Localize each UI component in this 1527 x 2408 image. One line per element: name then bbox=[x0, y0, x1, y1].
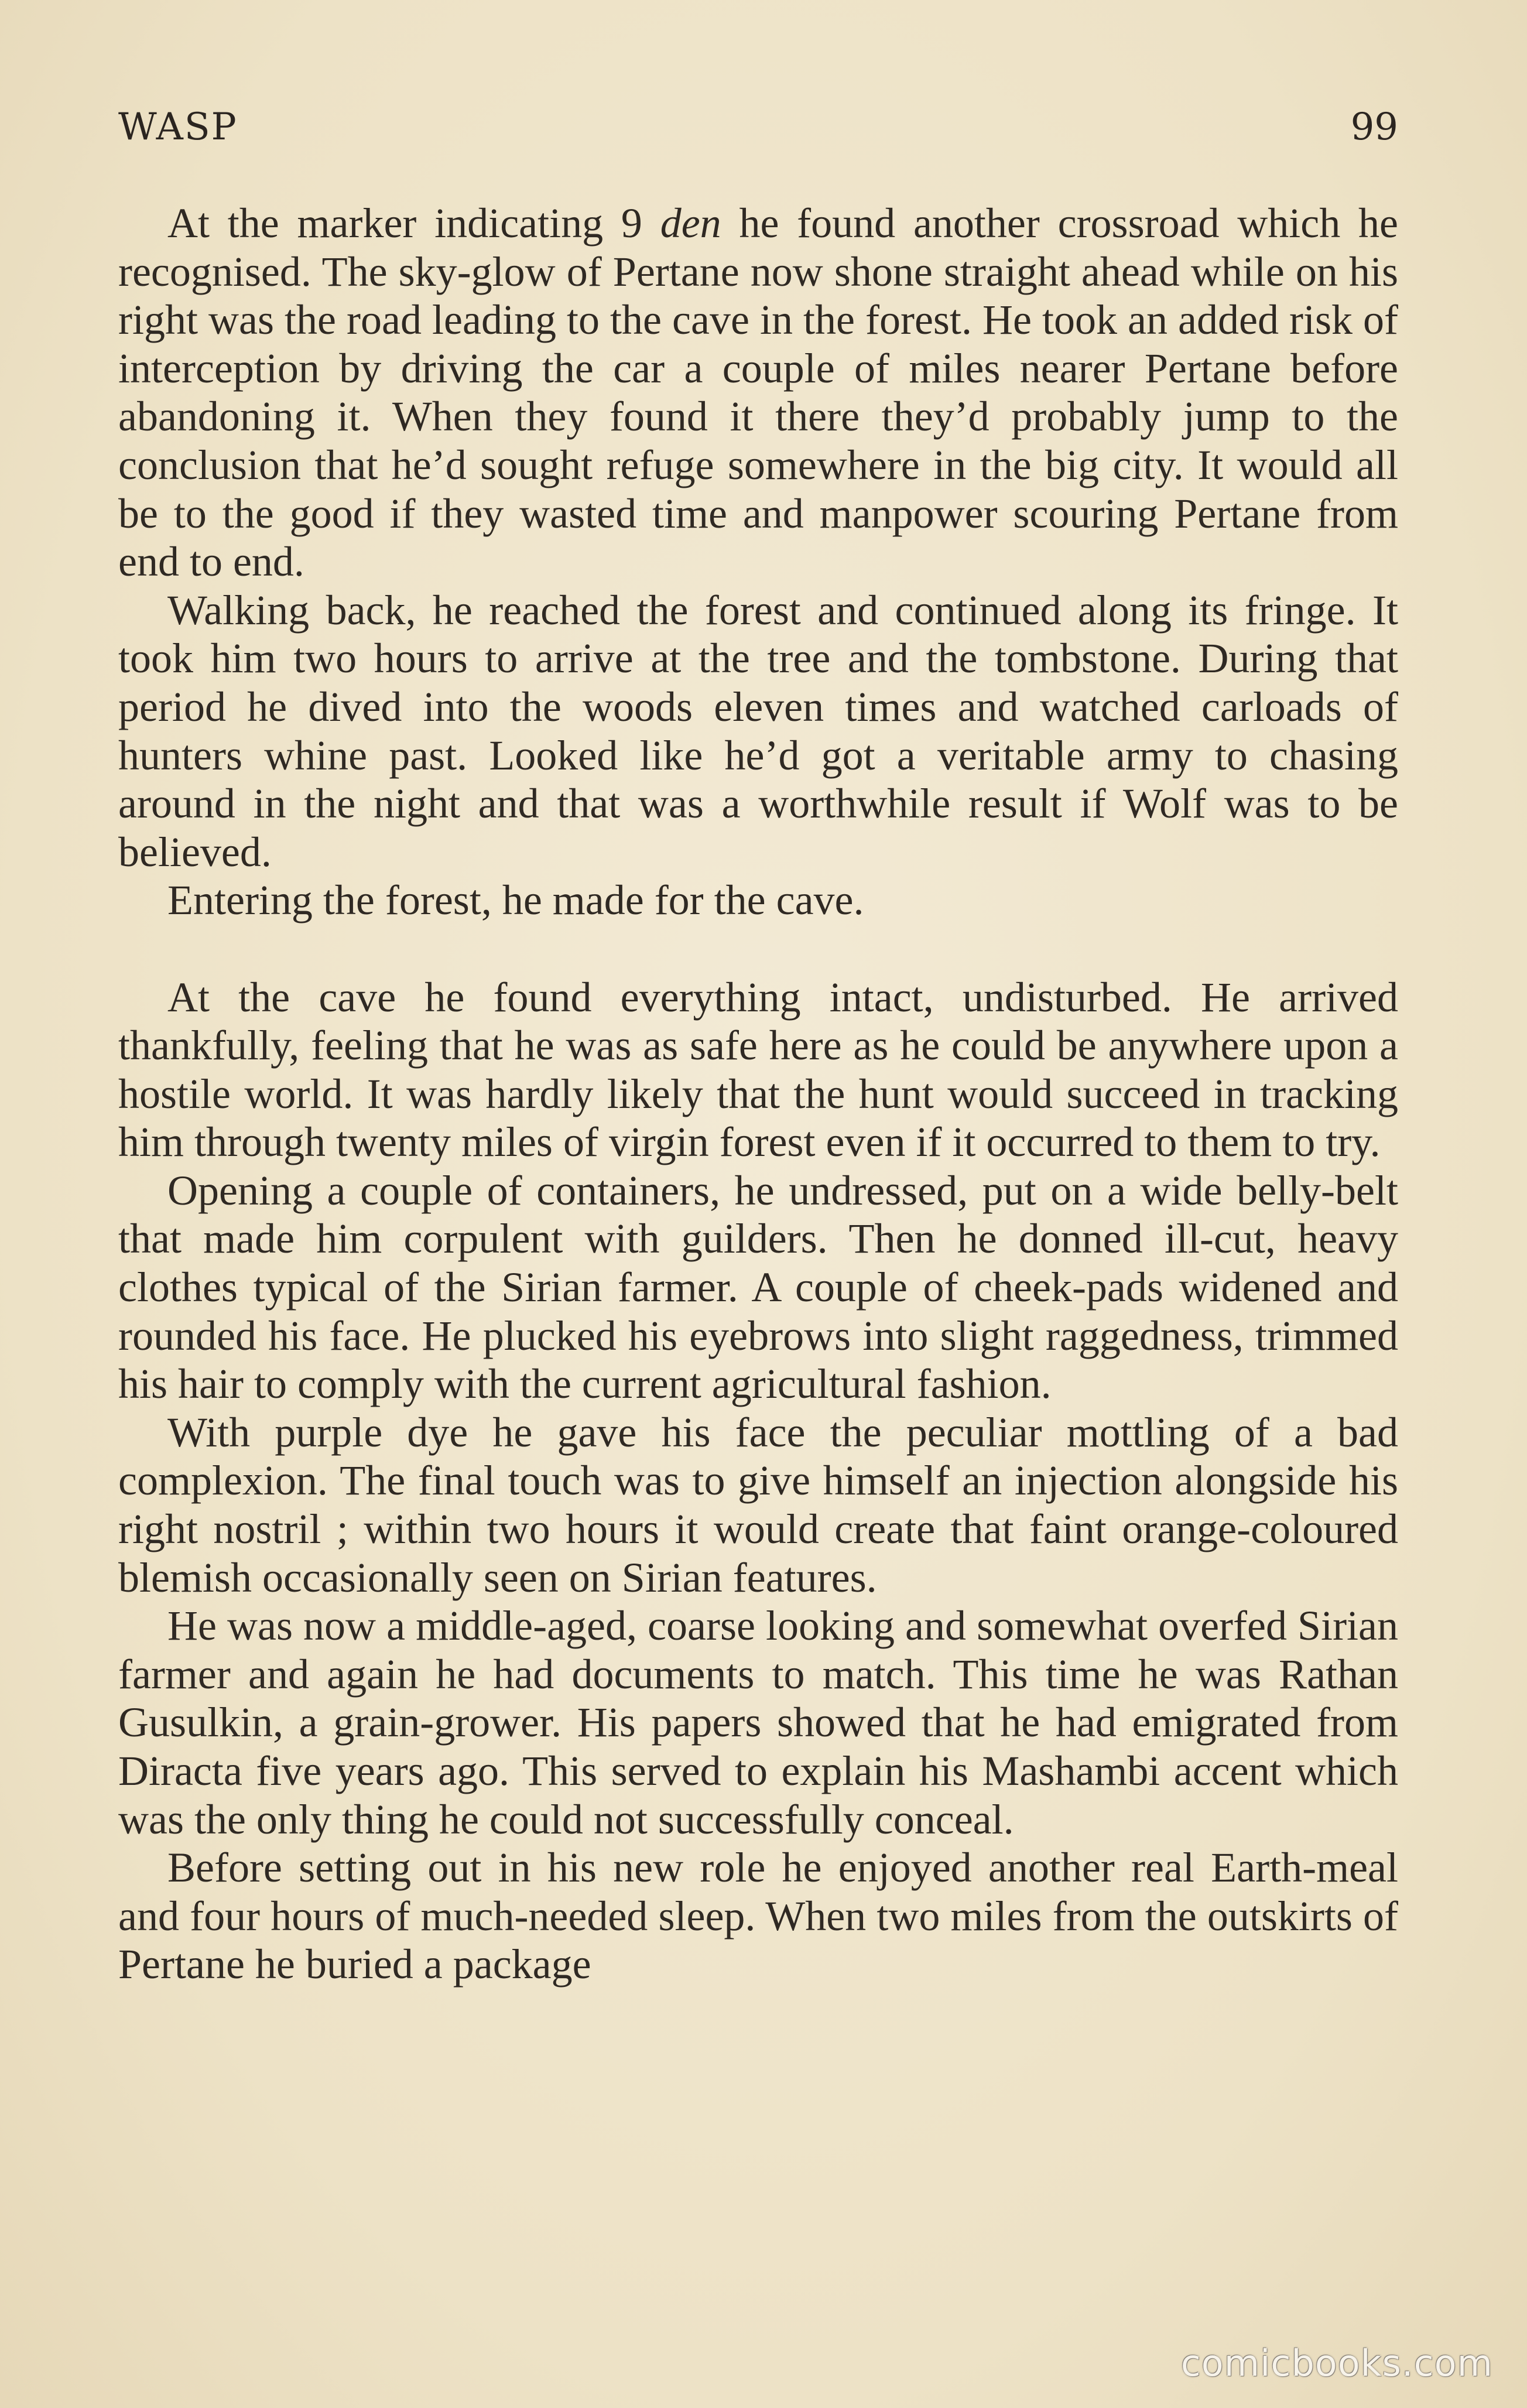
paragraph-5: Opening a couple of containers, he undressed, put on a wide belly-belt that made him corpulent with guilders. Then he donned ill-cut, heavy clothes typical of the Sirian farmer. A couple of cheek-pads widened and rounded his face. He plucked his eyebrows into slight raggedness, trimmed his hair to comply with the current agricultural fashion. bbox=[118, 1167, 1398, 1408]
paragraph-7: He was now a middle-aged, coarse looking and somewhat overfed Sirian farmer and again he had documents to match. This time he was Rathan Gusulkin, a grain-grower. His papers showed that he had emigrated from Diracta five years ago. This served to explain his Mashambi accent which was the only thing he could not successfully conceal. bbox=[118, 1602, 1398, 1843]
unit-den-emphasis: den bbox=[660, 200, 721, 247]
paragraph-6: With purple dye he gave his face the peculiar mottling of a bad complexion. The final touch was to give himself an injection alongside his right nostril ; within two hours it would create that faint orange-coloured blemish occasionally seen on Sirian features. bbox=[118, 1408, 1398, 1601]
page-number: 99 bbox=[1350, 105, 1398, 149]
paragraph-1-start: At the marker indicating 9 bbox=[167, 200, 660, 247]
paragraph-1 bbox=[118, 199, 1398, 586]
watermark-text: comicbooks.com bbox=[1180, 2342, 1493, 2385]
running-header bbox=[118, 105, 1398, 158]
paragraph-3: Entering the forest, he made for the cave. bbox=[167, 877, 864, 924]
paragraph-8: Before setting out in his new role he enjoyed another real Earth-meal and four hours of much-needed sleep. When two miles from the outskirts of Pertane he buried a package bbox=[118, 1844, 1398, 1988]
paragraph-2: Walking back, he reached the forest and continued along its fringe. It took him two hours to arrive at the tree and the tombstone. During that period he dived into the woods eleven times and watched carloads of hunters whine past. Looked like he’d got a veritable army to chasing around in the night and that was a worthwhile result if Wolf was to be believed. bbox=[118, 586, 1398, 875]
page-body-text bbox=[118, 199, 1398, 1989]
paragraph-1-rest: he found another crossroad which he recognised. The sky-glow of Pertane now shone straight ahead while on his right was the road leading to the cave in the forest. He took an added risk of interception by driving the car a couple of miles nearer Pertane before abandoning it. When they found it there they’d probably jump to the conclusion that he’d sought refuge somewhere in the big city. It would all be to the good if they wasted time and manpower scouring Pertane from end to end. bbox=[118, 200, 1399, 586]
running-title: WASP bbox=[118, 105, 238, 149]
paragraph-4: At the cave he found everything intact, undisturbed. He arrived thankfully, feeling that he was as safe here as he could be anywhere upon a hostile world. It was hardly likely that the hunt would succeed in tracking him through twenty miles of virgin forest even if it occurred to them to try. bbox=[118, 973, 1398, 1166]
